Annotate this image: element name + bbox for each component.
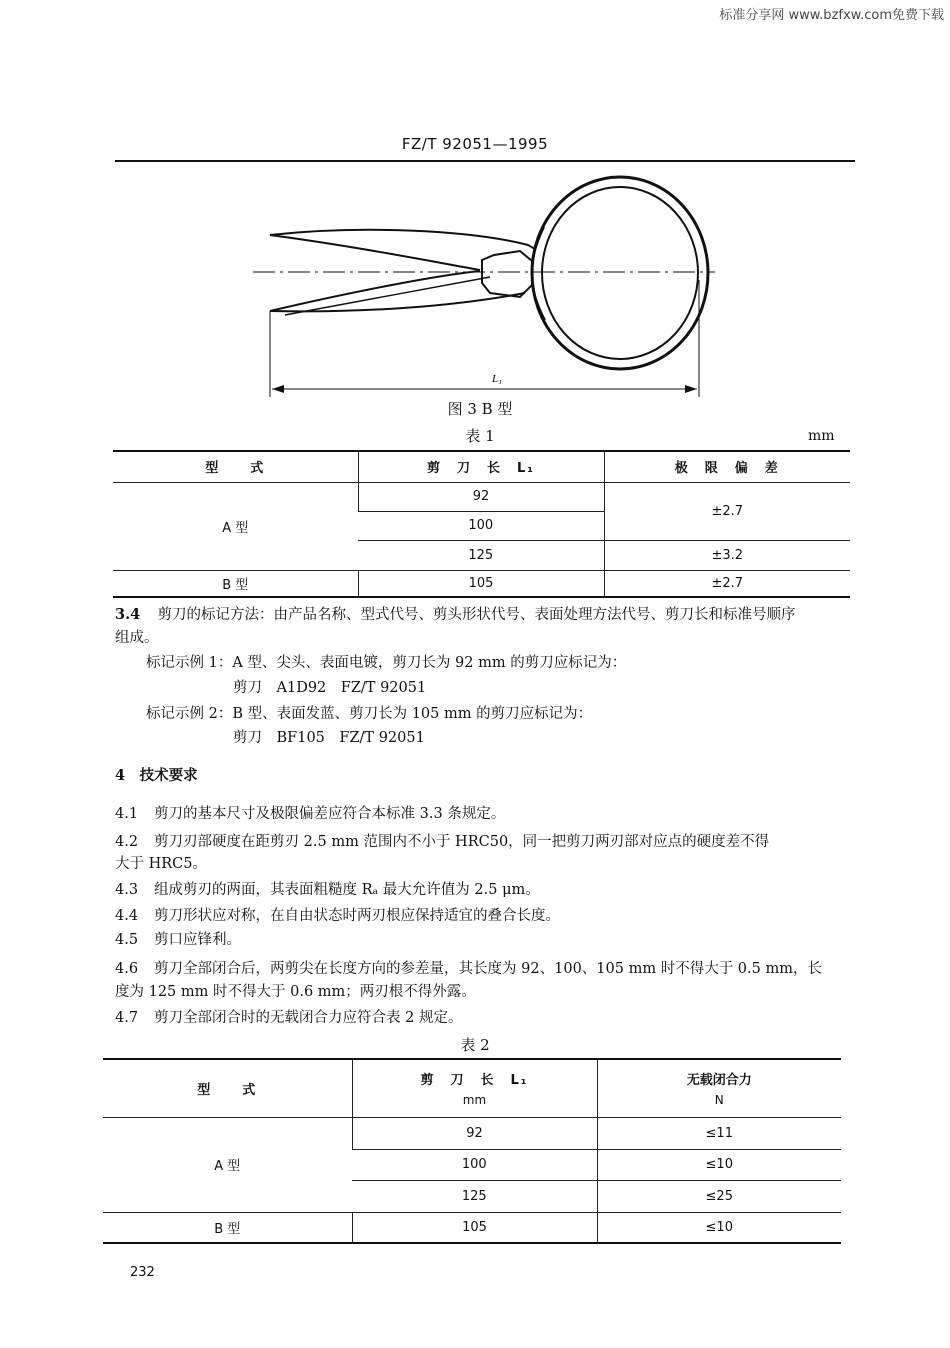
table1	[113, 450, 850, 598]
clause-text: 剪口应锋利。	[154, 932, 242, 948]
table1-header-length: 剪 刀 长 L₁	[358, 451, 604, 482]
dim-arrow-right	[685, 385, 697, 393]
figure-caption: 图 3 B 型	[447, 400, 513, 418]
table-row	[113, 570, 850, 597]
table2-header-row	[103, 1059, 841, 1117]
table-row	[103, 1212, 841, 1243]
clause-4-6-cont: 度为 125 mm 时不得大于 0.6 mm；两刃根不得外露。	[115, 984, 476, 1000]
dim-arrow-left	[272, 385, 284, 393]
page-number: 232	[130, 1265, 155, 1280]
clause-4-7	[115, 1007, 463, 1029]
table2-header-type: 型 式	[103, 1059, 352, 1117]
section-3-4	[115, 604, 855, 626]
table1-length-105: 105	[358, 570, 604, 597]
clause-number: 4.4	[115, 908, 139, 924]
watermark: 标准分享网 www.bzfxw.com免费下载	[719, 8, 944, 23]
table2-force-125: ≤25	[597, 1180, 841, 1212]
section-3-4-line1: 剪刀的标记方法：由产品名称、型式代号、剪头形状代号、表面处理方法代号、剪刀长和标准号顺序	[157, 607, 796, 623]
standard-code: FZ/T 92051—1995	[401, 135, 549, 153]
table1-unit: mm	[808, 428, 835, 444]
example1-mark: 剪刀 A1D92 FZ/T 92051	[233, 680, 427, 696]
clause-4-6	[115, 958, 822, 980]
clause-text: 剪刀的基本尺寸及极限偏差应符合本标准 3.3 条规定。	[154, 806, 506, 822]
header-rule	[115, 160, 855, 162]
clause-4-4	[115, 905, 560, 927]
table2-force-92: ≤11	[597, 1117, 841, 1149]
example2-title: 标记示例 2：B 型、表面发蓝、剪刀长为 105 mm 的剪刀应标记为：	[146, 706, 593, 722]
section-number: 3.4	[115, 606, 141, 623]
clause-4-2-cont: 大于 HRC5。	[115, 856, 207, 872]
table-row	[103, 1117, 841, 1149]
clause-number: 4.2	[115, 834, 139, 850]
ring-neck-top	[532, 227, 544, 261]
table2-length-125: 125	[352, 1180, 597, 1212]
clause-text: 剪刀全部闭合后，两剪尖在长度方向的参差量，其长度为 92、100、105 mm 时不得大于 0.5 mm，长	[154, 961, 822, 977]
table2-caption: 表 2	[460, 1036, 490, 1054]
dimension-label: L₁	[492, 373, 502, 385]
clause-text: 剪刀刃部硬度在距剪刃 2.5 mm 范围内不小于 HRC50，同一把剪刀两刃部对应点的硬度差不得	[154, 834, 770, 850]
table2-header-length-unit: mm	[462, 1093, 487, 1108]
table2-length-92: 92	[352, 1117, 597, 1149]
table2-type-a: A 型	[103, 1117, 352, 1212]
table2-type-b: B 型	[214, 1221, 241, 1237]
clause-4-5	[115, 929, 241, 951]
handle-ring-inner	[542, 187, 698, 359]
handle-ring-outer	[532, 177, 708, 369]
example1-title: 标记示例 1：A 型、尖头、表面电镀，剪刀长为 92 mm 的剪刀应标记为：	[146, 655, 627, 671]
clause-text: 组成剪刃的两面，其表面粗糙度 Rₐ 最大允许值为 2.5 μm。	[154, 882, 540, 898]
table2-length-105: 105	[352, 1212, 597, 1243]
pivot-hub	[482, 251, 532, 297]
clause-number: 4.5	[115, 932, 139, 948]
clause-number: 4.1	[115, 806, 139, 822]
table1-header-type: 型 式	[113, 451, 358, 482]
table2-force-105: ≤10	[597, 1212, 841, 1243]
clause-text: 剪刀全部闭合时的无载闭合力应符合表 2 规定。	[154, 1010, 463, 1026]
table1-length-125: 125	[358, 540, 604, 570]
table2-header-length-cell	[352, 1059, 597, 1117]
clause-text: 剪刀形状应对称，在自由状态时两刃根应保持适宜的叠合长度。	[154, 908, 561, 924]
clause-number: 4.6	[115, 961, 139, 977]
table1-caption: 表 1	[465, 427, 495, 445]
table1-header-tolerance: 极 限 偏 差	[604, 451, 850, 482]
table1-header-row	[113, 451, 850, 482]
table2-header-force: 无载闭合力	[686, 1073, 752, 1089]
table-row	[113, 482, 850, 511]
table1-tolerance-a1: ±2.7	[604, 482, 850, 540]
clause-4-1	[115, 803, 505, 825]
clause-number: 4.7	[115, 1010, 139, 1026]
upper-blade-back	[270, 230, 535, 249]
table1-tolerance-a2: ±3.2	[604, 540, 850, 570]
table2-header-length: 剪 刀 长 L₁	[420, 1073, 529, 1089]
table1-type-a: A 型	[113, 482, 358, 570]
table1-length-92: 92	[358, 482, 604, 511]
scissors-figure	[240, 175, 740, 405]
example2-mark: 剪刀 BF105 FZ/T 92051	[233, 730, 425, 746]
clause-4-3	[115, 879, 540, 901]
table2	[103, 1058, 841, 1244]
upper-blade-edge	[270, 235, 480, 270]
table1-tolerance-b: ±2.7	[604, 570, 850, 597]
table2-force-100: ≤10	[597, 1149, 841, 1180]
table2-length-100: 100	[352, 1149, 597, 1180]
table2-header-force-cell	[597, 1059, 841, 1117]
clause-4-2	[115, 831, 769, 853]
table2-header-force-unit: N	[714, 1093, 724, 1108]
section-3-4-line2: 组成。	[115, 630, 159, 646]
clause-number: 4.3	[115, 882, 139, 898]
table1-length-100: 100	[358, 511, 604, 540]
section-4-title: 4 技术要求	[115, 767, 198, 784]
table1-type-b: B 型	[222, 577, 249, 593]
